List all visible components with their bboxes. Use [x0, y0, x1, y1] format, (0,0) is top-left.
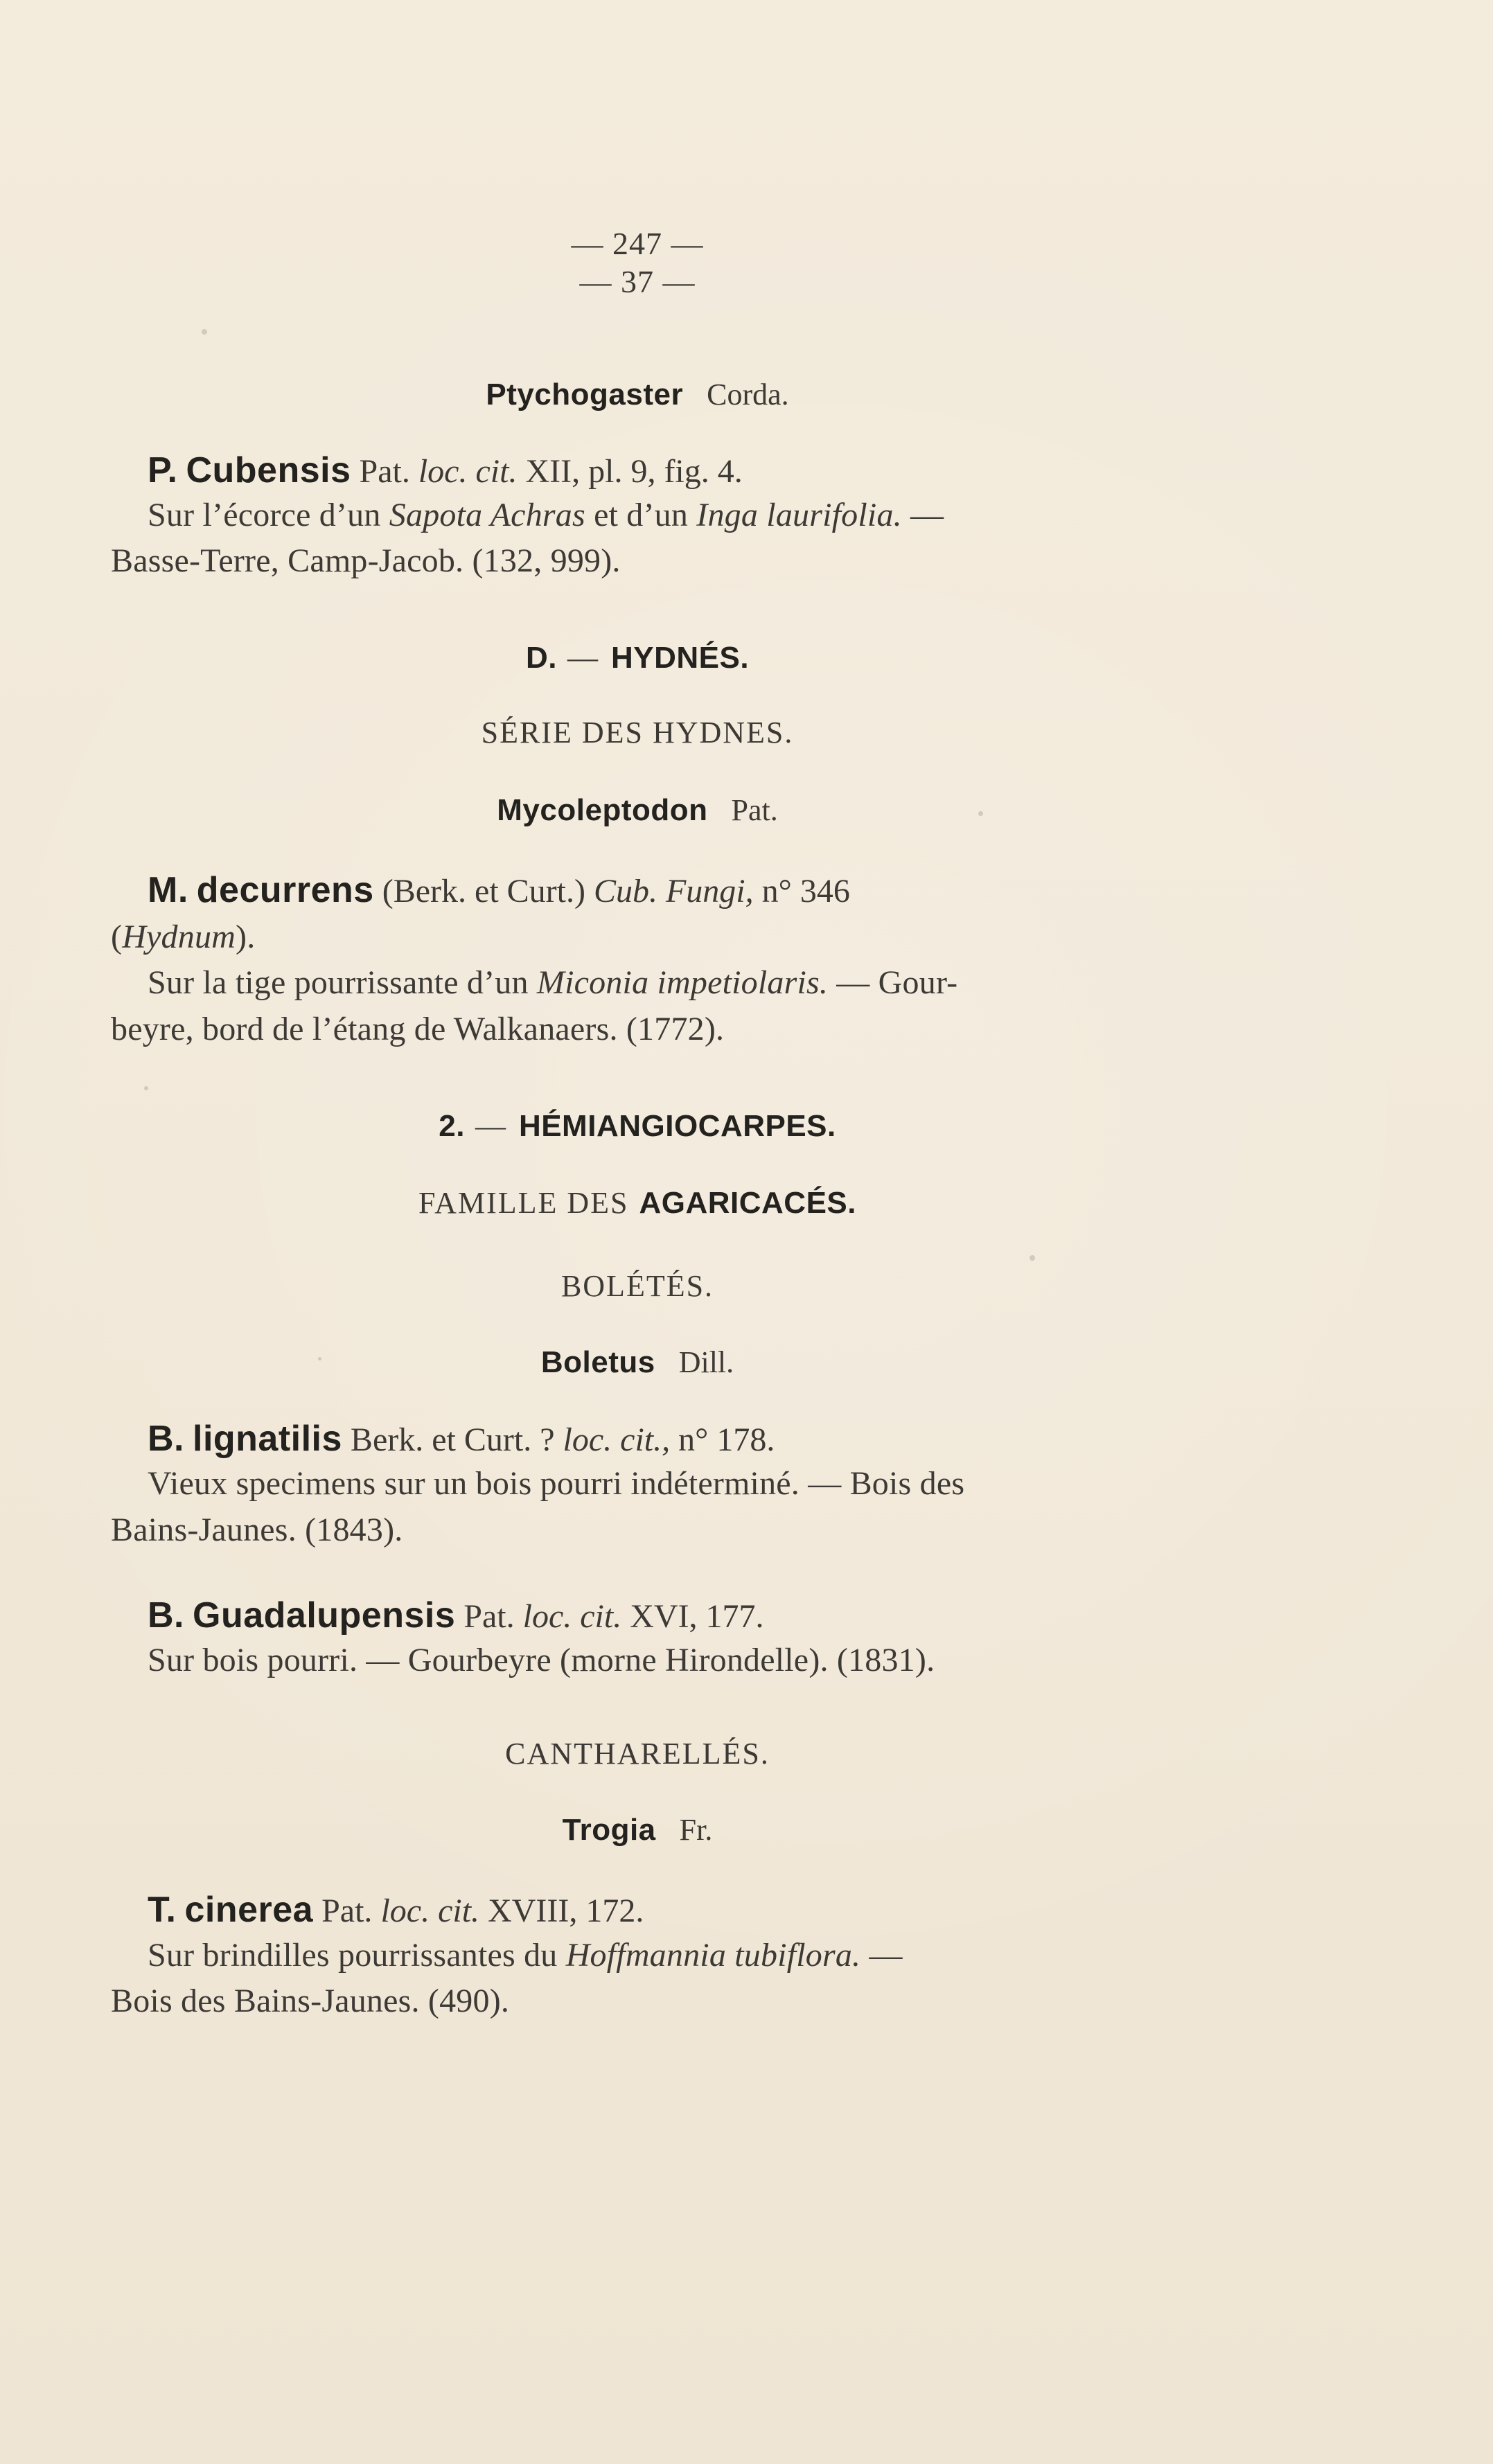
family-heading [111, 1185, 1164, 1221]
tribe-heading-cantharelles: CANTHARELLÉS. [505, 1737, 770, 1771]
reference-text: n° 346 [761, 873, 850, 910]
body-line [148, 1936, 903, 1974]
species-name: cinerea [184, 1890, 314, 1930]
species-abbreviation: M. [148, 870, 188, 910]
section-dash: — [567, 641, 601, 675]
species-entry-cinerea [148, 1890, 644, 1931]
body-text: ). [236, 919, 256, 955]
paper-speck [202, 329, 207, 335]
section-label: 2. [439, 1109, 465, 1143]
body-italic: Miconia impetiolaris. [536, 964, 829, 1001]
reference-italic: Cub. [593, 873, 657, 910]
genus-name: Mycoleptodon [497, 793, 708, 827]
reference-italic: loc. cit. [522, 1598, 622, 1635]
body-line: Basse-Terre, Camp-Jacob. (132, 999). [111, 542, 621, 579]
genus-name: Boletus [540, 1345, 655, 1379]
species-author: Pat. [321, 1893, 373, 1929]
species-entry-decurrens [148, 870, 850, 912]
genus-heading-boletus [111, 1345, 1164, 1380]
genus-author: Corda. [707, 378, 789, 411]
reference-italic: loc. cit. [418, 453, 518, 490]
species-author: Pat. [359, 453, 410, 490]
genus-name: Trogia [562, 1813, 656, 1847]
body-line: Bains-Jaunes. (1843). [111, 1512, 403, 1548]
section-heading-d [111, 640, 1164, 675]
body-line [111, 918, 255, 956]
species-author: (Berk. et Curt.) [382, 873, 585, 910]
genus-heading-mycoleptodon [111, 792, 1164, 828]
body-text: Sur brindilles pourrissantes du [148, 1937, 558, 1974]
species-name: decurrens [196, 870, 374, 910]
body-text: Sur la tige pourrissante d’un [148, 964, 529, 1001]
genus-author: Dill. [678, 1345, 734, 1379]
genus-name: Ptychogaster [486, 378, 684, 411]
section-label: D. [525, 641, 557, 675]
section-dash: — [475, 1109, 509, 1143]
species-entry-cubensis [148, 450, 743, 492]
family-title: AGARICACÉS. [639, 1186, 857, 1220]
body-italic: Hoffmannia tubiflora. [565, 1937, 861, 1974]
reference-italic: loc. cit., [563, 1421, 671, 1458]
species-name: lignatilis [193, 1419, 342, 1459]
reference-text: XII, pl. 9, fig. 4. [525, 453, 743, 490]
reference-italic: loc. cit. [380, 1893, 480, 1929]
body-line [148, 964, 957, 1002]
reference-text: XVI, 177. [630, 1598, 764, 1635]
page-number-top: — 247 — [571, 226, 704, 261]
species-abbreviation: T. [148, 1890, 177, 1930]
body-text: et d’un [594, 497, 689, 533]
paper-speck [144, 1086, 148, 1090]
section-title: HYDNÉS. [610, 641, 750, 675]
body-italic: Inga laurifolia. [696, 497, 902, 533]
species-author: Pat. [463, 1598, 515, 1635]
genus-heading-ptychogaster [111, 377, 1164, 412]
species-entry-lignatilis [148, 1419, 775, 1460]
genus-author: Fr. [679, 1813, 713, 1847]
body-line: Vieux specimens sur un bois pourri indéterminé. — Bois des [148, 1465, 965, 1502]
body-line: Sur bois pourri. — Gourbeyre (morne Hirondelle). (1831). [148, 1642, 935, 1678]
body-text: — [910, 497, 944, 533]
series-heading: SÉRIE DES HYDNES. [481, 716, 794, 750]
paper-speck [1030, 1255, 1035, 1261]
reference-italic: Fungi, [665, 873, 754, 910]
species-author: Berk. et Curt. ? [350, 1421, 555, 1458]
body-line: Bois des Bains-Jaunes. (490). [111, 1983, 510, 2019]
body-text: Sur l’écorce d’un [148, 497, 381, 533]
section-title: HÉMIANGIOCARPES. [518, 1109, 836, 1143]
page-number-secondary: — 37 — [579, 264, 696, 299]
genus-author: Pat. [731, 793, 778, 827]
species-abbreviation: P. [148, 450, 178, 490]
species-abbreviation: B. [148, 1595, 184, 1636]
body-line: beyre, bord de l’étang de Walkanaers. (1772). [111, 1011, 725, 1047]
reference-text: XVIII, 172. [488, 1893, 644, 1929]
reference-text: n° 178. [678, 1421, 775, 1458]
species-entry-guadalupensis [148, 1595, 764, 1637]
body-italic: Hydnum [122, 919, 236, 955]
body-italic: Sapota Achras [389, 497, 585, 533]
tribe-heading-boletes: BOLÉTÉS. [560, 1269, 714, 1303]
section-heading-2 [111, 1108, 1164, 1144]
species-name: Cubensis [186, 450, 351, 490]
species-name: Guadalupensis [193, 1595, 456, 1636]
body-text: — [869, 1937, 903, 1974]
body-text: ( [111, 919, 123, 955]
family-prefix: FAMILLE DES [418, 1186, 629, 1220]
genus-heading-trogia [111, 1812, 1164, 1847]
species-abbreviation: B. [148, 1419, 184, 1459]
body-line [148, 496, 944, 534]
body-text: — Gour- [836, 964, 958, 1001]
